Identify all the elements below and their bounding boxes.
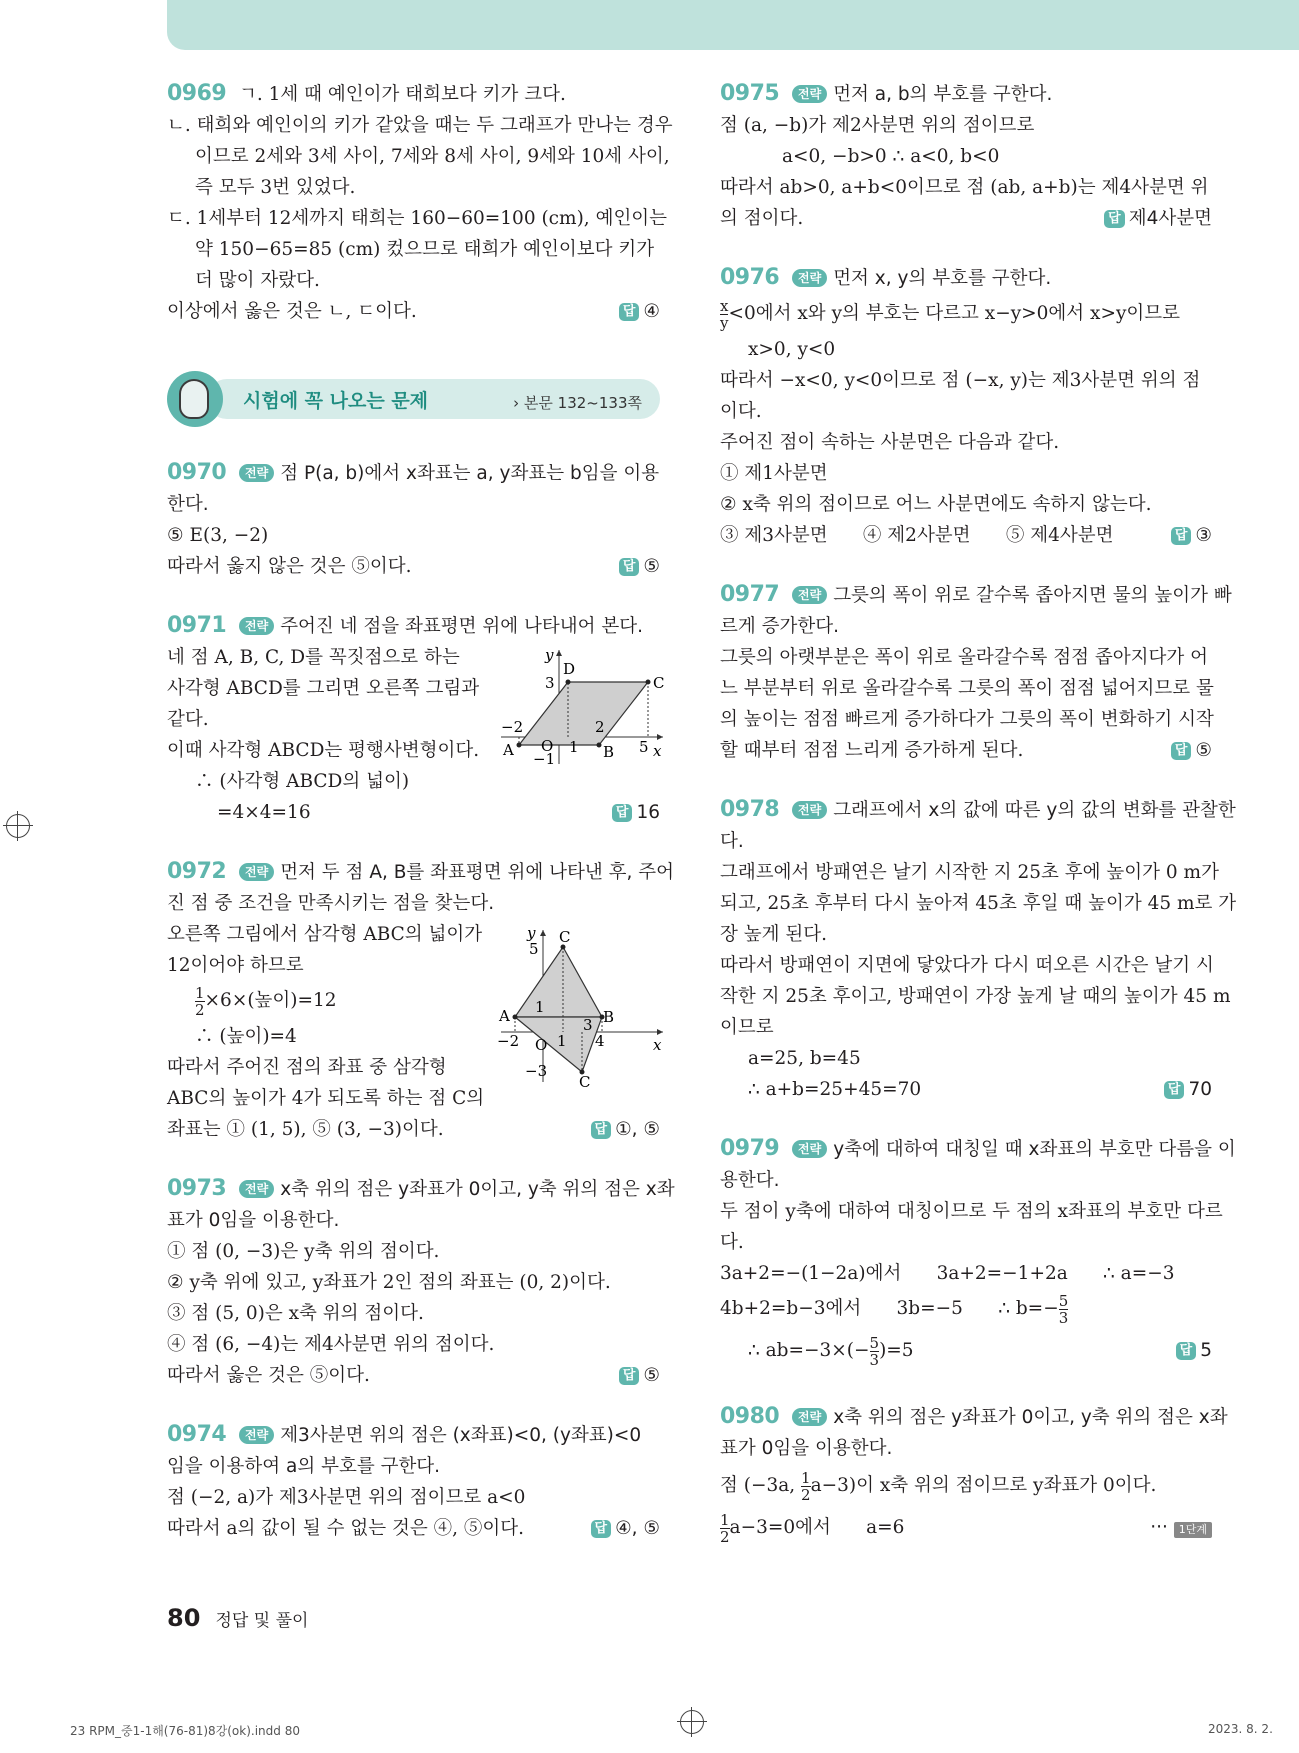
line: 오른쪽 그림에서 삼각형 ABC의 넓이가 xyxy=(167,924,483,945)
page-number: 80 xyxy=(167,1604,201,1632)
registration-mark-icon xyxy=(6,814,30,838)
line: 12이어야 하므로 xyxy=(167,955,304,976)
line: ×6×(높이)=12 xyxy=(204,990,337,1011)
strategy-text: 다. xyxy=(720,831,744,852)
answer-icon: 답 xyxy=(591,1121,612,1139)
answer: 답 ④ xyxy=(619,296,660,327)
origin-label: O xyxy=(541,737,554,755)
strategy-text: 제3사분면 위의 점은 (x좌표)<0, (y좌표)<0 xyxy=(280,1425,642,1446)
strategy-text: 진 점 중 조건을 만족시키는 점을 찾는다. xyxy=(167,893,495,914)
line: ② y축 위에 있고, y좌표가 2인 점의 좌표는 (0, 2)이다. xyxy=(167,1272,611,1293)
solution-0978 xyxy=(720,794,1237,1105)
line: 따라서 −x<0, y<0이므로 점 (−x, y)는 제3사분면 위의 점 xyxy=(720,370,1201,391)
line: 같다. xyxy=(167,709,209,730)
answer-icon: 답 xyxy=(1171,742,1192,760)
problem-number: 0978 xyxy=(720,797,780,822)
answer-icon: 답 xyxy=(1171,527,1192,545)
strategy-tag: 전략 xyxy=(792,85,827,103)
solution-0975 xyxy=(720,78,1212,234)
line: 따라서 ab>0, a+b<0이므로 점 (ab, a+b)는 제4사분면 위 xyxy=(720,177,1209,198)
point-c2-label: C xyxy=(579,1073,591,1087)
line: ㄷ. 1세부터 12세까지 태희는 160−60=100 (cm), 예인이는 xyxy=(167,208,668,229)
fraction: $\frac{5}{3}$ xyxy=(1058,1291,1069,1327)
banner-title: 시험에 꼭 나오는 문제 xyxy=(243,390,429,412)
answer: 답 ⑤ xyxy=(1171,735,1212,766)
problem-number: 0971 xyxy=(167,613,227,638)
strategy-text: 그릇의 폭이 위로 갈수록 좁아지면 물의 높이가 빠 xyxy=(833,585,1232,606)
point-d-label: D xyxy=(563,660,576,678)
line: 점 (−3a, xyxy=(720,1475,802,1496)
solution-0972 xyxy=(167,856,675,1145)
page-footer xyxy=(167,1604,308,1632)
strategy-text: 한다. xyxy=(167,494,209,515)
solution-0980: 0980 전략 x축 위의 점은 y좌표가 0이고, y축 위의 점은 x좌 표가 0임을 이용한다. 점 (−3a, $\frac{1}{2}$ a−3)이 x축 위의 점이므로 y좌표가 0이다. $\frac{1}{2}$ a−3=0에서 a=6 ··· 1단계 xyxy=(720,1401,1212,1548)
line: ④ 점 (6, −4)는 제4사분면 위의 점이다. xyxy=(167,1334,495,1355)
solution-0973 xyxy=(167,1173,675,1391)
strategy-text: y축에 대하여 대칭일 때 x좌표의 부호만 다름을 이 xyxy=(833,1139,1236,1160)
line: ③ 제3사분면 ④ 제2사분면 ⑤ 제4사분면 xyxy=(720,525,1114,546)
line: 이다. xyxy=(720,401,762,422)
problem-number: 0976 xyxy=(720,265,780,290)
strategy-text: 표가 0임을 이용한다. xyxy=(720,1438,893,1459)
line: 이때 사각형 ABCD는 평행사변형이다. xyxy=(167,740,480,761)
line: 4b+2=b−3에서 3b=−5 ∴ b=− xyxy=(720,1298,1059,1319)
solution-0969 xyxy=(167,78,673,327)
strategy-text: 먼저 x, y의 부호를 구한다. xyxy=(833,268,1052,289)
answer-icon: 답 xyxy=(1176,1342,1197,1360)
strategy-text: 임을 이용하여 a의 부호를 구한다. xyxy=(167,1456,441,1477)
print-slug-right: 2023. 8. 2. xyxy=(1208,1722,1273,1736)
tick-label: 2 xyxy=(595,718,605,736)
strategy-text: 그래프에서 x의 값에 따른 y의 값의 변화를 관찰한 xyxy=(833,800,1236,821)
line: 이상에서 옳은 것은 ㄴ, ㄷ이다. xyxy=(167,301,417,322)
strategy-tag: 전략 xyxy=(792,269,827,287)
line: 다. xyxy=(720,1232,744,1253)
line: 그릇의 아랫부분은 폭이 위로 올라갈수록 점점 좁아지다가 어 xyxy=(720,647,1208,668)
line: x>0, y<0 xyxy=(748,339,836,360)
answer: 답 ⑤ xyxy=(619,551,660,582)
solution-0970 xyxy=(167,457,660,582)
fraction: $\frac{x}{y}$ xyxy=(720,296,729,332)
line: 즉 모두 3번 있었다. xyxy=(195,177,356,198)
line: 좌표는 ① (1, 5), ⑤ (3, −3)이다. xyxy=(167,1119,444,1140)
problem-number: 0977 xyxy=(720,582,780,607)
strategy-tag: 전략 xyxy=(239,617,274,635)
point-c-label: C xyxy=(653,674,665,692)
line: ㄴ. 태희와 예인이의 키가 같았을 때는 두 그래프가 만나는 경우 xyxy=(167,115,673,136)
tick-label: −2 xyxy=(501,718,524,736)
line: 장 높게 된다. xyxy=(720,924,827,945)
solution-0979: 0979 전략 y축에 대하여 대칭일 때 x좌표의 부호만 다름을 이 용한다. 두 점이 y축에 대하여 대칭이므로 두 점의 x좌표의 부호만 다르 다. 3a+2=−(1−2a)에서 3a+2=−1+2a ∴ a=−3 4b+2=b−3에서 3b=−5 ∴ b=− $\frac{5}{3}$ ∴ ab=−3×(− $\frac{5}{3}$ )=5 답 5 xyxy=(720,1133,1212,1373)
line: a−3=0에서 a=6 xyxy=(729,1517,905,1538)
line: a=25, b=45 xyxy=(748,1048,861,1069)
answer: 답 ③ xyxy=(1171,520,1212,551)
strategy-tag: 전략 xyxy=(239,1180,274,1198)
line: 따라서 옳지 않은 것은 ⑤이다. xyxy=(167,556,412,577)
problem-number: 0970 xyxy=(167,460,227,485)
line: ∴ (높이)=4 xyxy=(195,1026,297,1047)
penguin-mascot-icon xyxy=(179,379,209,419)
problem-number: 0973 xyxy=(167,1176,227,1201)
strategy-text: 먼저 a, b의 부호를 구한다. xyxy=(833,84,1053,105)
origin-label: O xyxy=(535,1036,548,1054)
strategy-text: x축 위의 점은 y좌표가 0이고, y축 위의 점은 x좌 xyxy=(280,1179,675,1200)
parallelogram-graph xyxy=(497,646,667,766)
point-a-label: A xyxy=(503,741,514,759)
line: a<0, −b>0 ∴ a<0, b<0 xyxy=(782,146,1000,167)
footer-title: 정답 및 풀이 xyxy=(215,1611,309,1631)
line: 할 때부터 점점 느리게 증가하게 된다. xyxy=(720,740,1024,761)
problem-number: 0975 xyxy=(720,81,780,106)
line: 이므로 2세와 3세 사이, 7세와 8세 사이, 9세와 10세 사이, xyxy=(195,146,670,167)
y-axis-label: y xyxy=(545,646,554,664)
tick-label: −1 xyxy=(533,750,556,766)
registration-mark-icon xyxy=(680,1710,704,1734)
line: 더 많이 자랐다. xyxy=(195,270,320,291)
strategy-tag: 전략 xyxy=(239,464,274,482)
tick-label: 4 xyxy=(595,1032,605,1050)
line: 되고, 25초 후부터 다시 높아져 45초 후일 때 높이가 45 m로 가 xyxy=(720,893,1237,914)
line: ∴ ab=−3× xyxy=(748,1340,847,1361)
y-axis-label: y xyxy=(527,924,536,942)
section-banner xyxy=(167,371,660,427)
strategy-text: 르게 증가한다. xyxy=(720,616,839,637)
strategy-tag: 전략 xyxy=(792,801,827,819)
line: 점 (−2, a)가 제3사분면 위의 점이므로 a<0 xyxy=(167,1487,526,1508)
line: 의 점이다. xyxy=(720,208,804,229)
line: 두 점이 y축에 대하여 대칭이므로 두 점의 x좌표의 부호만 다르 xyxy=(720,1201,1223,1222)
tick-label: −3 xyxy=(525,1062,548,1080)
point-b-label: B xyxy=(603,1008,615,1026)
strategy-text: 점 P(a, b)에서 x좌표는 a, y좌표는 b임을 이용 xyxy=(280,463,660,484)
line: 약 150−65=85 (cm) 컸으므로 태희가 예인이보다 키가 xyxy=(195,239,655,260)
solution-0974 xyxy=(167,1419,660,1544)
banner-reference: › 본문 132~133쪽 xyxy=(513,394,642,412)
strategy-text: 주어진 네 점을 좌표평면 위에 나타내어 본다. xyxy=(280,616,644,637)
line: ② x축 위의 점이므로 어느 사분면에도 속하지 않는다. xyxy=(720,494,1152,515)
point-a-label: A xyxy=(499,1007,510,1025)
strategy-text: x축 위의 점은 y좌표가 0이고, y축 위의 점은 x좌 xyxy=(833,1407,1228,1428)
line: 느 부분부터 위로 올라갈수록 그릇의 폭이 점점 넓어지므로 물 xyxy=(720,678,1214,699)
answer: 답 16 xyxy=(612,797,660,828)
line: 주어진 점이 속하는 사분면은 다음과 같다. xyxy=(720,432,1060,453)
step-badge: 1단계 xyxy=(1174,1522,1212,1538)
right-column xyxy=(720,78,1237,1548)
top-decorative-band xyxy=(167,0,1299,50)
problem-number: 0974 xyxy=(167,1422,227,1447)
line: ① 점 (0, −3)은 y축 위의 점이다. xyxy=(167,1241,440,1262)
line: 그래프에서 방패연은 날기 시작한 지 25초 후에 높이가 0 m가 xyxy=(720,862,1219,883)
print-slug-left: 23 RPM_중1-1해(76-81)8강(ok).indd 80 xyxy=(70,1724,300,1738)
problem-number: 0969 xyxy=(167,81,227,106)
answer-icon: 답 xyxy=(1164,1081,1185,1099)
line: 네 점 A, B, C, D를 꼭짓점으로 하는 xyxy=(167,647,460,668)
answer: 답 ⑤ xyxy=(619,1360,660,1391)
strategy-tag: 전략 xyxy=(239,1426,274,1444)
answer: 답 5 xyxy=(1176,1329,1212,1373)
tick-label: 5 xyxy=(529,940,539,958)
answer: 답 ①, ⑤ xyxy=(591,1114,661,1145)
left-column xyxy=(167,78,675,1544)
strategy-text: 먼저 두 점 A, B를 좌표평면 위에 나타낸 후, 주어 xyxy=(280,862,675,883)
tick-label: 1 xyxy=(535,998,545,1016)
strategy-text: 용한다. xyxy=(720,1170,780,1191)
line: 따라서 방패연이 지면에 닿았다가 다시 떠오른 시간은 날기 시 xyxy=(720,955,1214,976)
fraction: $\frac{1}{2}$ xyxy=(720,1510,730,1546)
point-c-label: C xyxy=(559,928,571,946)
line: 따라서 옳은 것은 ⑤이다. xyxy=(167,1365,370,1386)
line: ㄱ. 1세 때 예인이가 태희보다 키가 크다. xyxy=(239,84,566,105)
line: 점 (a, −b)가 제2사분면 위의 점이므로 xyxy=(720,115,1035,136)
fraction: $\frac{5}{3}$ xyxy=(869,1333,880,1369)
step-marker: ··· 1단계 xyxy=(1150,1508,1212,1548)
line: 이므로 xyxy=(720,1017,774,1038)
line: ③ 점 (5, 0)은 x축 위의 점이다. xyxy=(167,1303,424,1324)
tick-label: 3 xyxy=(545,674,555,692)
problem-number: 0972 xyxy=(167,859,227,884)
fraction: $\frac{1}{2}$ xyxy=(195,983,205,1019)
x-axis-label: x xyxy=(653,1036,662,1054)
line: 3a+2=−(1−2a)에서 3a+2=−1+2a ∴ a=−3 xyxy=(720,1263,1175,1284)
answer: 답 70 xyxy=(1164,1074,1212,1105)
strategy-tag: 전략 xyxy=(792,586,827,604)
answer: 답 제4사분면 xyxy=(1104,203,1212,234)
line: 따라서 주어진 점의 좌표 중 삼각형 xyxy=(167,1057,447,1078)
line: 작한 지 25초 후이고, 방패연이 가장 높게 날 때의 높이가 45 m xyxy=(720,986,1231,1007)
strategy-tag: 전략 xyxy=(239,863,274,881)
solution-0976 xyxy=(720,262,1212,551)
tick-label: 5 xyxy=(639,738,649,756)
line: ① 제1사분면 xyxy=(720,463,828,484)
problem-number: 0979 xyxy=(720,1136,780,1161)
triangle-graph xyxy=(497,922,667,1087)
point-b-label: B xyxy=(603,743,615,761)
line: <0에서 x와 y의 부호는 다르고 x−y>0에서 x>y이므로 xyxy=(728,303,1181,324)
problem-number: 0980 xyxy=(720,1404,780,1429)
strategy-tag: 전략 xyxy=(792,1140,827,1158)
answer-icon: 답 xyxy=(619,558,640,576)
answer-icon: 답 xyxy=(619,1367,640,1385)
line: 따라서 a의 값이 될 수 없는 것은 ④, ⑤이다. xyxy=(167,1518,525,1539)
strategy-tag: 전략 xyxy=(792,1408,827,1426)
line: 사각형 ABCD를 그리면 오른쪽 그림과 xyxy=(167,678,480,699)
line: ⑤ E(3, −2) xyxy=(167,525,269,546)
answer-icon: 답 xyxy=(612,804,633,822)
solution-0971 xyxy=(167,610,665,828)
line: ∴ a+b=25+45=70 xyxy=(748,1079,922,1100)
tick-label: 1 xyxy=(569,738,579,756)
tick-label: 3 xyxy=(583,1016,593,1034)
line: =4×4=16 xyxy=(217,802,311,823)
fraction: $\frac{1}{2}$ xyxy=(801,1468,811,1504)
answer-icon: 답 xyxy=(591,1520,612,1538)
answer: 답 ④, ⑤ xyxy=(591,1513,661,1544)
x-axis-label: x xyxy=(653,742,662,760)
chevron-right-icon: › xyxy=(513,394,520,412)
line: 의 높이는 점점 빠르게 증가하다가 그릇의 폭이 변화하기 시작 xyxy=(720,709,1214,730)
line: ∴ (사각형 ABCD의 넓이) xyxy=(195,771,410,792)
tick-label: −2 xyxy=(497,1032,520,1050)
answer-icon: 답 xyxy=(619,303,640,321)
strategy-text: 표가 0임을 이용한다. xyxy=(167,1210,340,1231)
solution-0977 xyxy=(720,579,1232,766)
tick-label: 1 xyxy=(557,1032,567,1050)
answer-icon: 답 xyxy=(1104,210,1125,228)
line: ABC의 높이가 4가 되도록 하는 점 C의 xyxy=(167,1088,485,1109)
